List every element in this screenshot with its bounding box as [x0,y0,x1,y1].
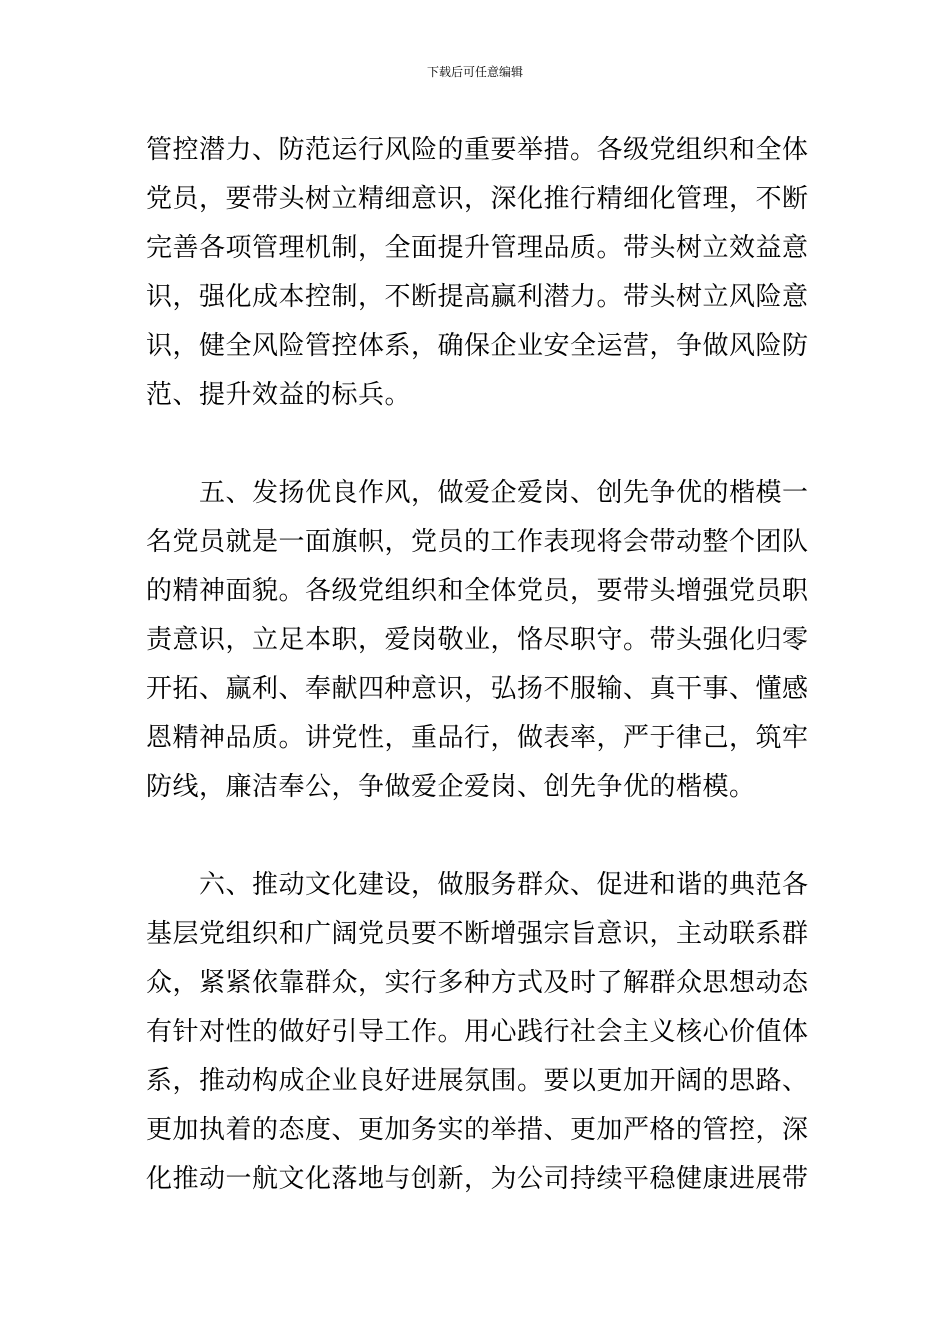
paragraph-line: 六、推动文化建设，做服务群众、促进和谐的典范各 [146,870,809,900]
paragraph-line: 系，推动构成企业良好进展氛围。要以更加开阔的思路、 [146,1066,809,1096]
page-header: 下载后可任意编辑 [426,65,523,79]
paragraph-line: 识，健全风险管控体系，确保企业安全运营，争做风险防 [146,331,809,361]
paragraph-line: 范、提升效益的标兵。 [146,380,412,410]
paragraph-spacer [146,420,808,469]
document-body [146,126,808,1204]
paragraph-spacer [146,812,808,861]
paragraph-line: 恩精神品质。讲党性，重品行，做表率，严于律己，筑牢 [146,723,809,753]
paragraph-line: 责意识，立足本职，爱岗敬业，恪尽职守。带头强化归零 [146,625,809,655]
paragraph-line: 更加执着的态度、更加务实的举措、更加严格的管控，深 [146,1115,809,1145]
paragraph-line: 有针对性的做好引导工作。用心践行社会主义核心价值体 [146,1017,809,1047]
paragraph-line: 防线，廉洁奉公，争做爱企爱岗、创先争优的楷模。 [146,772,756,802]
paragraph-line: 化推动一航文化落地与创新，为公司持续平稳健康进展带 [146,1164,809,1194]
paragraph-line: 众，紧紧依靠群众，实行多种方式及时了解群众思想动态 [146,968,809,998]
paragraph-line: 五、发扬优良作风，做爱企爱岗、创先争优的楷模一 [146,478,809,508]
paragraph-2 [146,469,808,812]
paragraph-line: 管控潜力、防范运行风险的重要举措。各级党组织和全体 [146,135,809,165]
paragraph-line: 开拓、赢利、奉献四种意识，弘扬不服输、真干事、懂感 [146,674,809,704]
paragraph-1 [146,126,808,420]
paragraph-line: 名党员就是一面旗帜，党员的工作表现将会带动整个团队 [146,527,809,557]
paragraph-line: 识，强化成本控制，不断提高赢利潜力。带头树立风险意 [146,282,809,312]
paragraph-line: 党员，要带头树立精细意识，深化推行精细化管理，不断 [146,184,809,214]
paragraph-line: 基层党组织和广阔党员要不断增强宗旨意识，主动联系群 [146,919,809,949]
paragraph-line: 的精神面貌。各级党组织和全体党员，要带头增强党员职 [146,576,809,606]
paragraph-line: 完善各项管理机制，全面提升管理品质。带头树立效益意 [146,233,809,263]
paragraph-3 [146,861,808,1204]
